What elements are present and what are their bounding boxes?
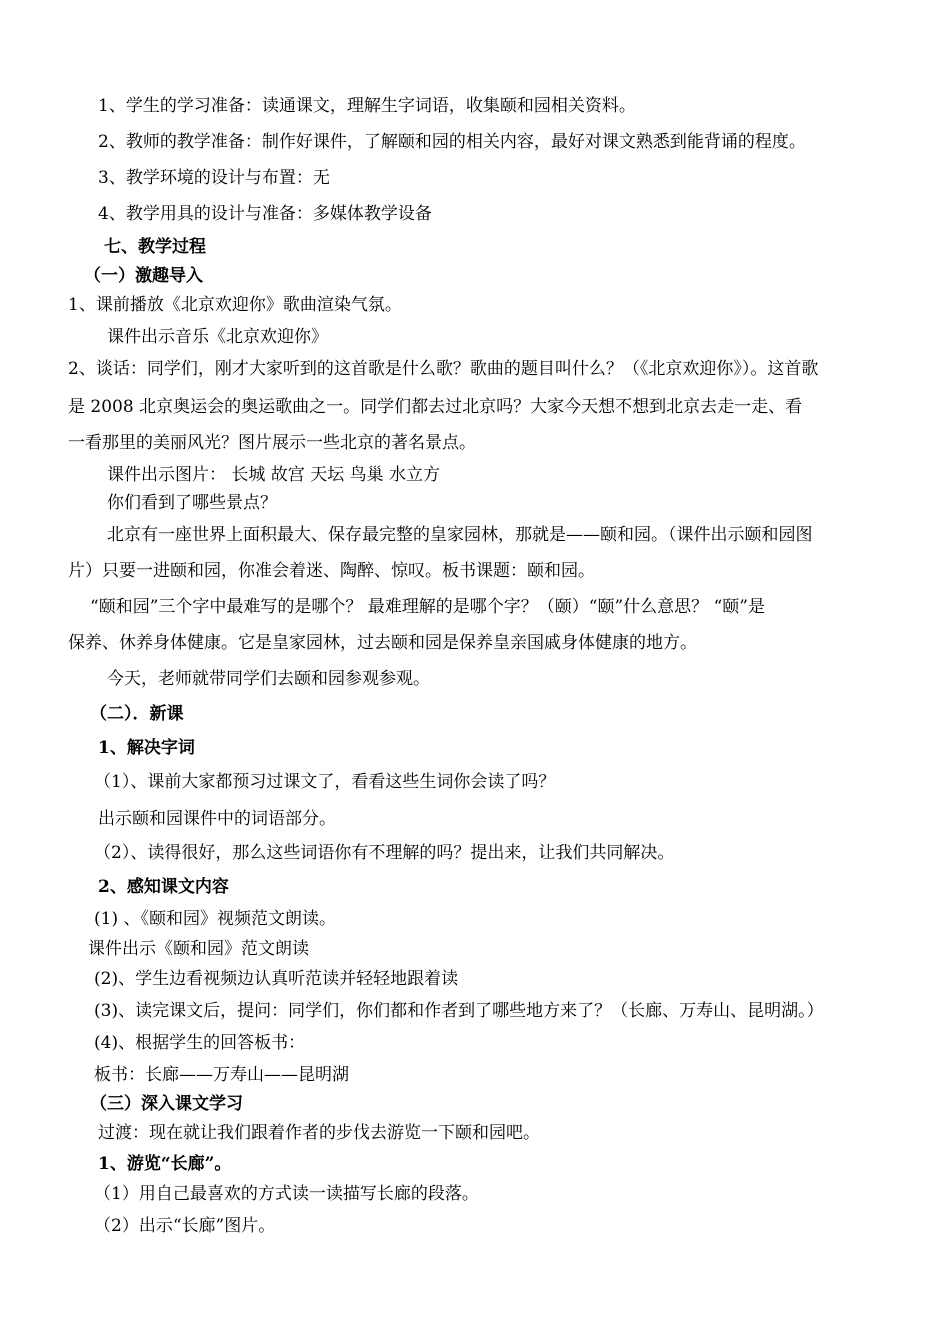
- text-line: 出示颐和园课件中的词语部分。: [98, 809, 336, 829]
- text-line: 一看那里的美丽风光？图片展示一些北京的著名景点。: [68, 433, 476, 453]
- text-line: 2、谈话：同学们，刚才大家听到的这首歌是什么歌？歌曲的题目叫什么？（《北京欢迎你》）。这首歌: [68, 359, 819, 379]
- text-line: （1）用自己最喜欢的方式读一读描写长廊的段落。: [94, 1184, 479, 1204]
- item-heading: 2、感知课文内容: [98, 877, 229, 897]
- item-heading: 1、游览“长廊”。: [98, 1154, 232, 1174]
- text-line: 片）只要一进颐和园，你准会着迷、陶醉、惊叹。板书课题：颐和园。: [68, 561, 595, 581]
- subsection-heading: （二）．新课: [90, 704, 184, 724]
- text-line: 北京有一座世界上面积最大、保存最完整的皇家园林，那就是——颐和园。（课件出示颐和园图: [107, 525, 813, 545]
- text-line: 4、教学用具的设计与准备：多媒体教学设备: [98, 204, 432, 224]
- subsection-heading: （一）激趣导入: [84, 266, 203, 286]
- text-line: 板书：长廊——万寿山——昆明湖: [94, 1065, 349, 1085]
- item-heading: 1、解决字词: [98, 738, 195, 758]
- text-line: 课件出示《颐和园》范文朗读: [88, 939, 309, 959]
- text-line: (3)、读完课文后，提问：同学们，你们都和作者到了哪些地方来了？（长廊、万寿山、昆明湖。）: [94, 1001, 824, 1021]
- text-line: 过渡：现在就让我们跟着作者的步伐去游览一下颐和园吧。: [98, 1123, 540, 1143]
- text-line: （2）、读得很好，那么这些词语你有不理解的吗？提出来，让我们共同解决。: [94, 843, 675, 863]
- text-line: 你们看到了哪些景点？: [107, 493, 277, 513]
- text-line: “颐和园”三个字中最难写的是哪个？ 最难理解的是哪个字？（颐）“颐”什么意思？ “颐”是: [90, 597, 765, 617]
- text-line: (1) 、《颐和园》视频范文朗读。: [94, 909, 336, 929]
- subsection-heading: （三）深入课文学习: [90, 1094, 243, 1114]
- text-line: 3、教学环境的设计与布置：无: [98, 168, 330, 188]
- text-line: 2、教师的教学准备：制作好课件，了解颐和园的相关内容，最好对课文熟悉到能背诵的程度。: [98, 132, 806, 152]
- text-line: 1、课前播放《北京欢迎你》歌曲渲染气氛。: [68, 295, 402, 315]
- text-line: （1）、课前大家都预习过课文了，看看这些生词你会读了吗？: [94, 772, 556, 792]
- text-line: （2）出示“长廊”图片。: [94, 1216, 276, 1236]
- text-line: (4)、根据学生的回答板书：: [94, 1033, 306, 1053]
- text-line: 课件出示图片： 长城 故宫 天坛 鸟巢 水立方: [107, 465, 441, 485]
- text-line: 今天，老师就带同学们去颐和园参观参观。: [107, 669, 430, 689]
- text-line: 是 2008 北京奥运会的奥运歌曲之一。同学们都去过北京吗？大家今天想不想到北京去走一走、看: [68, 397, 803, 417]
- text-line: 1、学生的学习准备：读通课文，理解生字词语，收集颐和园相关资料。: [98, 96, 636, 116]
- text-line: 课件出示音乐《北京欢迎你》: [107, 327, 328, 347]
- section-heading: 七、教学过程: [104, 237, 206, 257]
- text-line: (2)、学生边看视频边认真听范读并轻轻地跟着读: [94, 969, 459, 989]
- text-line: 保养、休养身体健康。它是皇家园林，过去颐和园是保养皇亲国戚身体健康的地方。: [68, 633, 697, 653]
